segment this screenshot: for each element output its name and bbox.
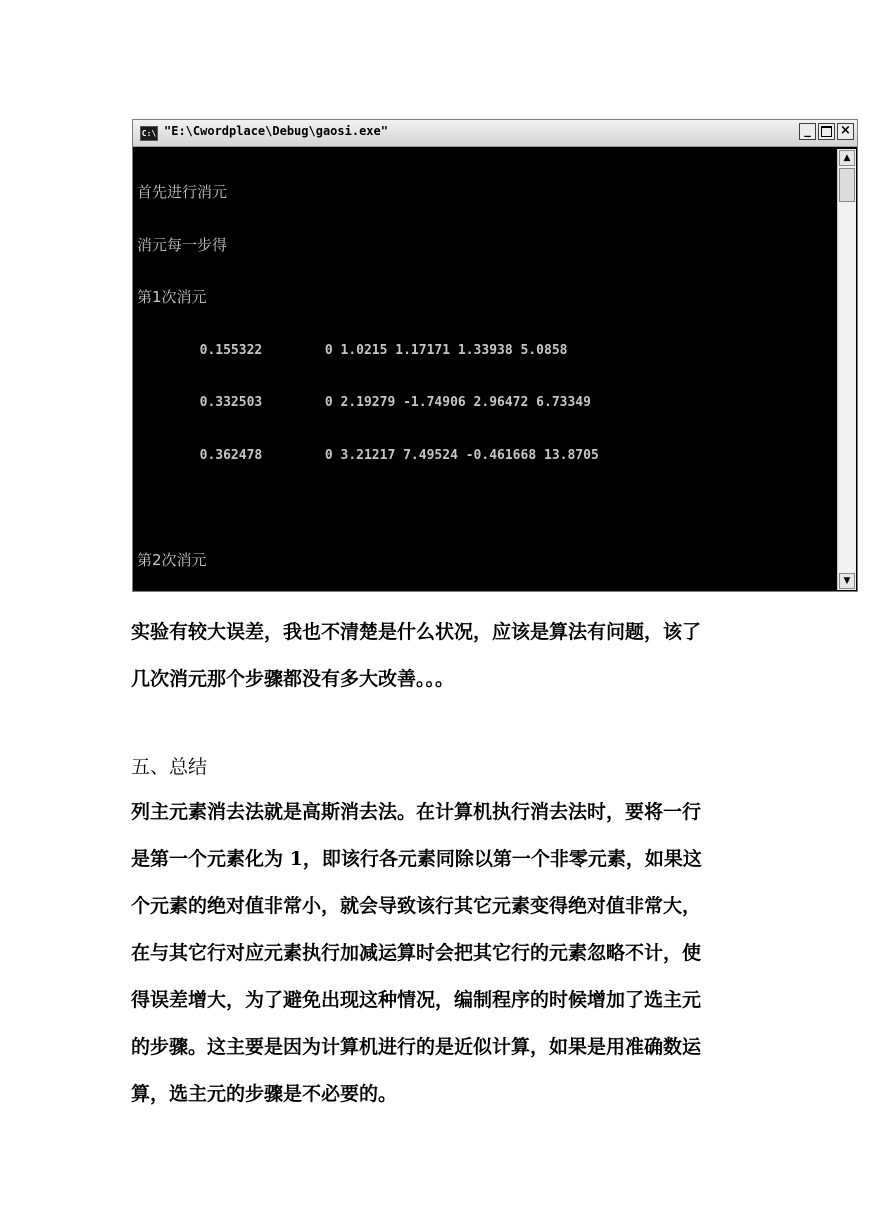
text-line: 的步骤。这主要是因为计算机进行的是近似计算，如果是用准确数运 (131, 1036, 702, 1058)
text-line: 算，选主元的步骤是不必要的。 (131, 1083, 398, 1105)
console-line: 首先进行消元 (137, 183, 228, 201)
window-title: "E:\Cwordplace\Debug\gaosi.exe" (164, 124, 388, 138)
console-line: 0.332503 0 2.19279 -1.74906 2.96472 6.73349 (137, 395, 591, 410)
text-line: 列主元素消去法就是高斯消去法。在计算机执行消去法时，要将一行 (131, 801, 702, 823)
console-line: 消元每一步得 (137, 235, 228, 254)
vertical-scrollbar[interactable] (837, 149, 856, 590)
section-heading: 五、总结 (131, 756, 208, 778)
text-line: 实验有较大误差，我也不清楚是什么状况，应该是算法有问题，该了 (131, 621, 702, 643)
console-output (136, 149, 837, 589)
maximize-icon (821, 126, 832, 137)
text-line: 是第一个元素化为 1，即该行各元素同除以第一个非零元素，如果这 (131, 848, 702, 870)
console-line (137, 499, 837, 517)
console-line: 第1次消元 (137, 288, 207, 306)
console-line: 0.155322 0 1.0215 1.17171 1.33938 5.0858 (137, 342, 568, 358)
console-app-icon[interactable]: C:\ (140, 126, 158, 141)
console-line: 0.362478 0 3.21217 7.49524 -0.461668 13.8705 (137, 447, 599, 463)
title-bar[interactable] (133, 120, 857, 147)
scrollbar-thumb[interactable] (839, 168, 855, 202)
console-line: 第2次消元 (137, 550, 207, 569)
text-line: 在与其它行对应元素执行加减运算时会把其它行的元素忽略不计，使 (131, 942, 702, 964)
console-window (132, 119, 858, 592)
minimize-button[interactable]: _ (799, 123, 816, 140)
text-line: 个元素的绝对值非常小，就会导致该行其它元素变得绝对值非常大， (131, 895, 702, 917)
scroll-down-arrow-icon[interactable]: ▼ (839, 573, 855, 589)
scroll-up-arrow-icon[interactable]: ▲ (839, 150, 855, 166)
text-line: 得误差增大，为了避免出现这种情况，编制程序的时候增加了选主元 (131, 989, 702, 1011)
maximize-button[interactable] (818, 123, 835, 140)
text-line: 几次消元那个步骤都没有多大改善。。。 (131, 668, 455, 690)
close-button[interactable]: × (837, 123, 854, 140)
